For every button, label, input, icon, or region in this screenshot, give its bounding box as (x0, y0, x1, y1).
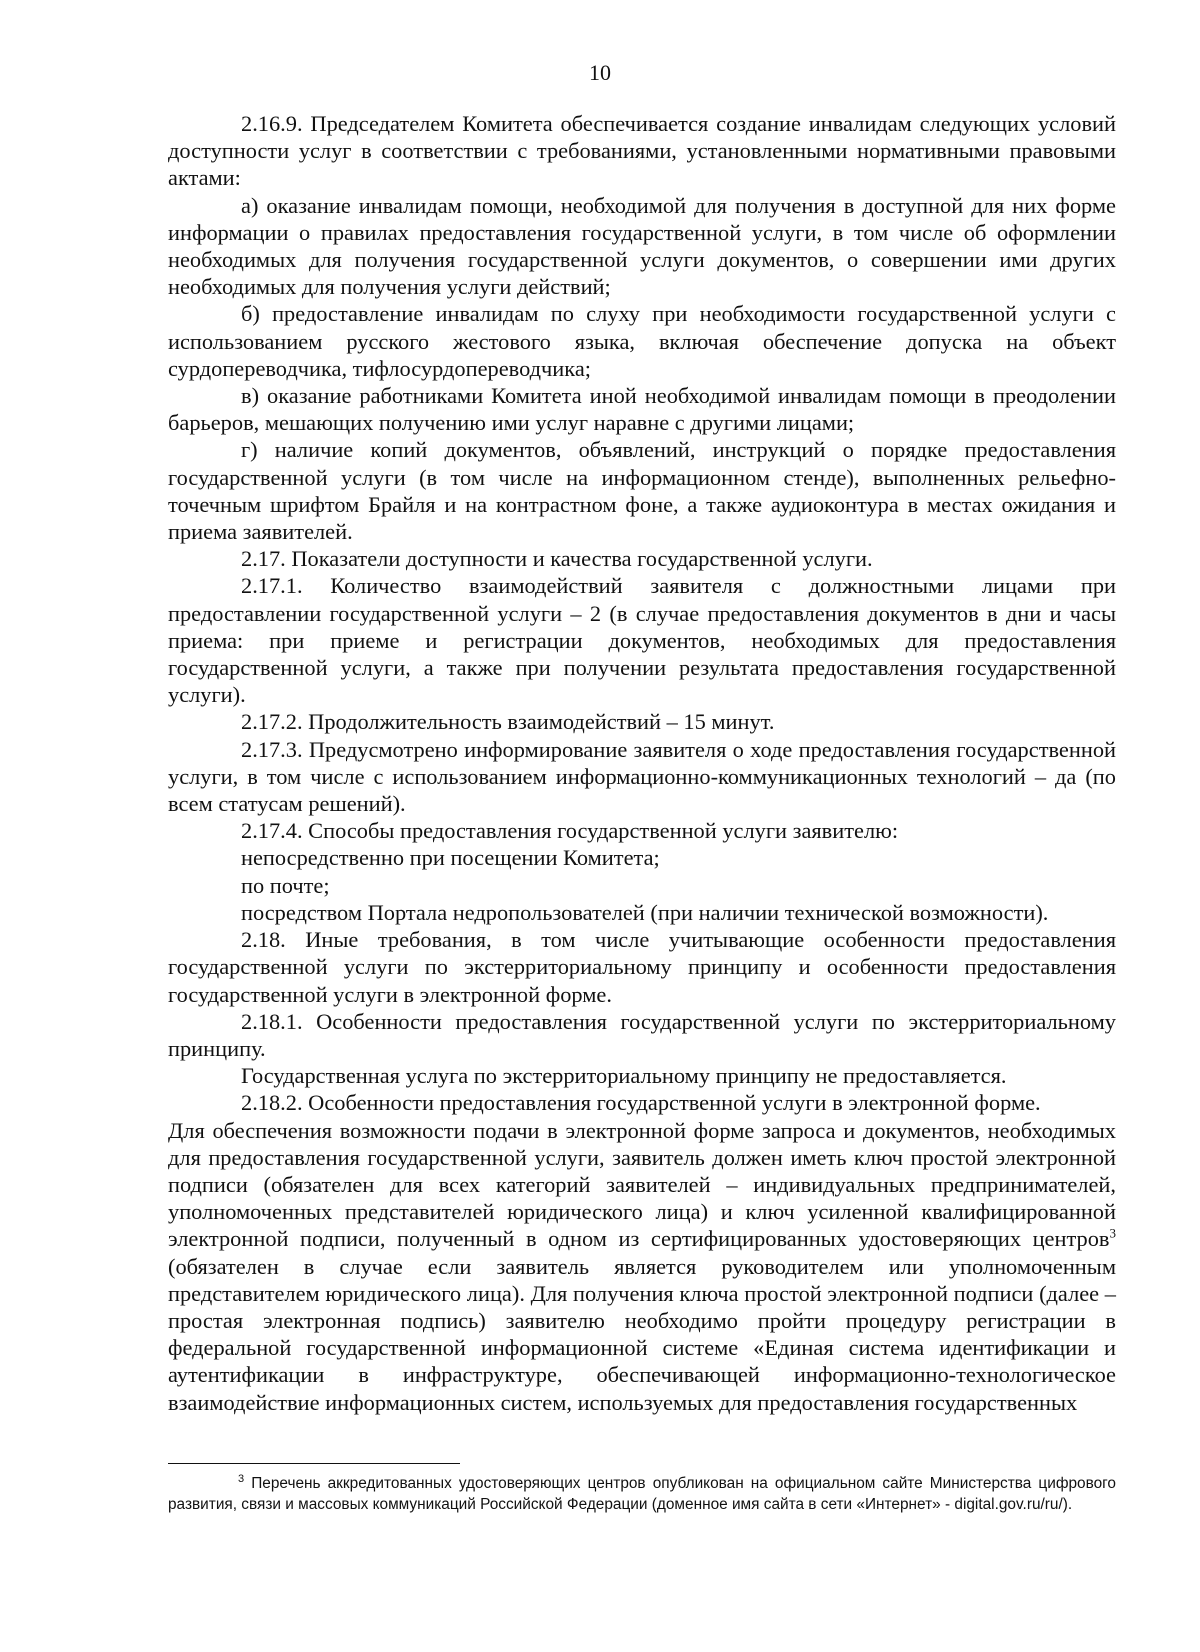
footnote-separator (168, 1463, 460, 1464)
paragraph-2-18-1: 2.18.1. Особенности предоставления государственной услуги по экстерриториальному принципу. (168, 1008, 1116, 1061)
paragraph-2-17-3: 2.17.3. Предусмотрено информирование заявителя о ходе предоставления государственной услуги, в том числе с использованием информационно-коммуникационных технологий – да (по всем статусам решений). (168, 736, 1116, 817)
paragraph-text-part-2: (обязателен в случае если заявитель является руководителем или уполномоченным представителем юридического лица). Для получения ключа простой электронной подписи (далее – простая электронная подпись) заявителю необходимо пройти процедуру регистрации в федеральной государственной информационной системе «Единая система идентификации и аутентификации в инфраструктуре, обеспечивающей информационно-технологическое взаимодействие информационных систем, используемых для предоставления государственных (168, 1253, 1116, 1415)
paragraph-2-18-2: 2.18.2. Особенности предоставления государственной услуги в электронной форме. (241, 1090, 1041, 1116)
paragraph-item-b: б) предоставление инвалидам по слуху при необходимости государственной услуги с использованием русского жестового языка, включая обеспечение допуска на объект сурдопереводчика, тифлосурдопереводчика; (168, 301, 1116, 381)
footnote-text: Перечень аккредитованных удостоверяющих центров опубликован на официальном сайте Министерства цифрового развития, связи и массовых коммуникаций Российской Федерации (доменное имя сайта в сети «Интернет» - digital.gov.ru/ru/). (168, 1475, 1116, 1513)
page-number: 10 (589, 60, 611, 85)
paragraph-item-g: г) наличие копий документов, объявлений, инструкций о порядке предоставления государственной услуги (в том числе на информационном стенде), выполненных рельефно-точечным шрифтом Брайля и на контрастном фоне, а также аудиоконтура в местах ожидания и приема заявителей. (168, 437, 1116, 545)
footnote (168, 1473, 1116, 1515)
footnote-reference: 3 (1109, 1225, 1116, 1241)
paragraph-2-17-4: 2.17.4. Способы предоставления государственной услуги заявителю: (241, 818, 899, 844)
paragraph-2-17-1: 2.17.1. Количество взаимодействий заявителя с должностными лицами при предоставлении государственной услуги – 2 (в случае предоставления документов в дни и часы приема: при приеме и регистрации документов, необходимых для предоставления государственной услуги, а также при получении результата предоставления государственной услуги). (168, 573, 1116, 708)
paragraph-item-a: а) оказание инвалидам помощи, необходимой для получения в доступной для них форме информации о правилах предоставления государственной услуги, в том числе об оформлении необходимых для получения государственной услуги документов, о совершении ими других необходимых для получения услуги действий; (168, 192, 1116, 300)
paragraph-2-17: 2.17. Показатели доступности и качества государственной услуги. (241, 546, 873, 572)
paragraph-2-18: 2.18. Иные требования, в том числе учитывающие особенности предоставления государственной услуги по экстерриториальному принципу и особенности предоставления государственной услуги в электронной форме. (168, 927, 1116, 1007)
paragraph-text-part-1: Для обеспечения возможности подачи в электронной форме запроса и документов, необходимых для предоставления государственной услуги, заявитель должен иметь ключ простой электронной подписи (обязателен для всех категорий заявителей – индивидуальных предпринимателей, уполномоченных представителей юридического лица) и ключ усиленной квалифицированной электронной подписи, полученный в одном из сертифицированных удостоверяющих центров (168, 1117, 1116, 1252)
method-by-mail: по почте; (241, 872, 330, 898)
method-in-person: непосредственно при посещении Комитета; (241, 845, 660, 871)
document-body (168, 110, 1116, 1416)
method-portal: посредством Портала недропользователей (при наличии технической возможности). (241, 899, 1049, 925)
paragraph-2-17-2: 2.17.2. Продолжительность взаимодействий – 15 минут. (241, 709, 775, 735)
paragraph-extraterritorial-note: Государственная услуга по экстерриториальному принципу не предоставляется. (241, 1063, 1007, 1089)
paragraph-item-v: в) оказание работниками Комитета иной необходимой инвалидам помощи в преодолении барьеров, мешающих получению ими услуг наравне с другими лицами; (168, 383, 1116, 436)
paragraph-2-16-9: 2.16.9. Председателем Комитета обеспечивается создание инвалидам следующих условий доступности услуг в соответствии с требованиями, установленными нормативными правовыми актами: (168, 111, 1116, 191)
footnote-mark: 3 (238, 1472, 245, 1485)
paragraph-electronic-signature (168, 1117, 1116, 1416)
